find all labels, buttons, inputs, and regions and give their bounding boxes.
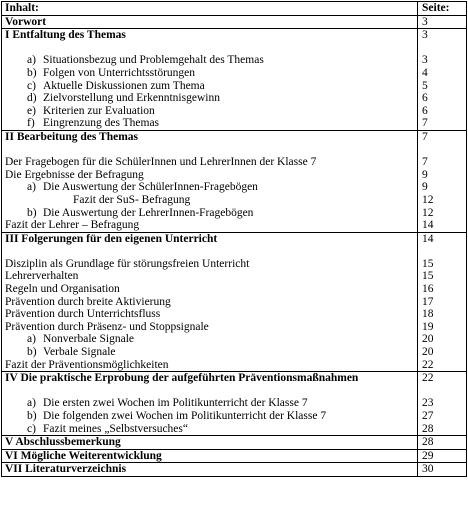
entry-label: c) <box>27 422 36 435</box>
section-content-cell <box>2 450 418 463</box>
entry-text: Zielvorstellung und Erkenntnisgewinn <box>43 92 220 105</box>
entry-text: Kriterien zur Evaluation <box>43 104 155 117</box>
entry-page: 18 <box>422 308 434 321</box>
section-content-cell <box>2 233 418 372</box>
section-content-cell <box>2 463 418 476</box>
section-page: 7 <box>422 130 428 143</box>
toc-section <box>1 463 467 477</box>
toc-entry <box>5 92 417 105</box>
toc-entry <box>5 397 417 410</box>
toc-section <box>1 131 467 233</box>
entry-page: 6 <box>422 92 428 105</box>
toc-entry <box>5 423 417 436</box>
entry-text: Die ersten zwei Wochen im Politikunterricht der Klasse 7 <box>43 397 308 410</box>
entry-page: 3 <box>422 54 428 67</box>
entry-label: a) <box>27 54 36 67</box>
section-content-cell <box>2 29 418 130</box>
section-page: 3 <box>422 29 428 42</box>
toc-section <box>1 436 467 450</box>
section-title: I Entfaltung des Themas <box>5 29 126 42</box>
entry-page: 15 <box>422 257 434 270</box>
section-content-cell <box>2 16 418 29</box>
toc-entry <box>5 105 417 118</box>
entry-text: Die Ergebnisse der Befragung <box>5 168 144 181</box>
entry-label: d) <box>27 92 37 105</box>
entry-label: e) <box>27 104 36 117</box>
entry-text: Eingrenzung des Themas <box>43 117 160 130</box>
entry-label: a) <box>27 181 36 194</box>
entry-text: Verbale Signale <box>43 346 116 359</box>
entry-text: Fazit meines „Selbstversuches“ <box>43 422 188 435</box>
section-title: III Folgerungen für den eigenen Unterricht <box>5 232 218 245</box>
section-page: 28 <box>422 436 434 449</box>
entry-page: 9 <box>422 168 428 181</box>
toc-sections <box>1 16 467 477</box>
section-page-cell <box>418 450 466 463</box>
entry-text: Prävention durch Unterrichtsfluss <box>5 308 161 321</box>
section-page: 14 <box>422 232 434 245</box>
entry-text: Disziplin als Grundlage für störungsfreien Unterricht <box>5 257 250 270</box>
entry-page: 14 <box>422 219 434 232</box>
entry-page: 12 <box>422 206 434 219</box>
toc-section <box>1 450 467 464</box>
toc-section <box>1 29 467 131</box>
toc-entry <box>5 308 417 321</box>
section-page-cell <box>418 436 466 449</box>
toc-entry <box>5 258 417 271</box>
entry-text: Die Auswertung der SchülerInnen-Fragebögen <box>43 181 258 194</box>
entry-text: Prävention durch breite Aktivierung <box>5 295 171 308</box>
section-content-cell <box>2 372 418 435</box>
toc-entry <box>5 321 417 334</box>
table-of-contents <box>1 1 467 477</box>
entry-text: Der Fragebogen für die SchülerInnen und LehrerInnen der Klasse 7 <box>5 156 317 169</box>
toc-entry <box>5 207 417 220</box>
section-title: Vorwort <box>5 15 47 28</box>
toc-entry <box>5 410 417 423</box>
entry-text: Fazit der SuS- Befragung <box>73 193 191 206</box>
entry-text: Nonverbale Signale <box>43 333 135 346</box>
toc-entry <box>5 80 417 93</box>
entry-label: b) <box>27 206 37 219</box>
entry-label: b) <box>27 346 37 359</box>
toc-entry <box>5 194 417 207</box>
toc-entry <box>5 54 417 67</box>
entry-page: 15 <box>422 270 434 283</box>
entry-page: 12 <box>422 193 434 206</box>
toc-entry <box>5 67 417 80</box>
toc-entry <box>5 181 417 194</box>
entry-text: Aktuelle Diskussionen zum Thema <box>43 79 205 92</box>
section-page-cell <box>418 463 466 476</box>
entry-label: c) <box>27 79 36 92</box>
section-page: 29 <box>422 449 434 462</box>
entry-text: Lehrerverhalten <box>5 270 79 283</box>
section-page-cell <box>418 29 466 130</box>
toc-entry <box>5 169 417 182</box>
page-column-header: Seite: <box>422 2 450 14</box>
entry-text: Prävention durch Präsenz- und Stoppsignale <box>5 320 209 333</box>
entry-page: 9 <box>422 181 428 194</box>
entry-page: 7 <box>422 156 428 169</box>
entry-label: a) <box>27 397 36 410</box>
entry-page: 6 <box>422 104 428 117</box>
entry-page: 20 <box>422 333 434 346</box>
section-title: VI Mögliche Weiterentwicklung <box>5 449 162 462</box>
toc-entry <box>5 270 417 283</box>
entry-label: b) <box>27 66 37 79</box>
entry-text: Die Auswertung der LehrerInnen-Fragebögen <box>43 206 254 219</box>
toc-section <box>1 233 467 373</box>
entry-label: a) <box>27 333 36 346</box>
toc-entry <box>5 333 417 346</box>
section-content-cell <box>2 131 418 232</box>
section-page: 30 <box>422 463 434 476</box>
section-title: V Abschlussbemerkung <box>5 436 121 449</box>
toc-entry <box>5 296 417 309</box>
section-content-cell <box>2 436 418 449</box>
entry-page: 16 <box>422 283 434 296</box>
entry-page: 23 <box>422 397 434 410</box>
section-page-cell <box>418 233 466 372</box>
toc-section <box>1 372 467 436</box>
entry-text: Situationsbezug und Problemgehalt des Themas <box>43 54 264 67</box>
section-title: VII Literaturverzeichnis <box>5 463 127 476</box>
section-page: 3 <box>422 15 428 28</box>
toc-section <box>1 16 467 30</box>
entry-page: 5 <box>422 79 428 92</box>
entry-page: 7 <box>422 117 428 130</box>
section-page-cell <box>418 16 466 29</box>
section-page-cell <box>418 131 466 232</box>
entry-text: Fazit der Lehrer – Befragung <box>5 219 140 232</box>
toc-entry <box>5 346 417 359</box>
toc-entry <box>5 359 417 372</box>
entry-page: 4 <box>422 66 428 79</box>
toc-header-row <box>1 1 467 16</box>
content-column-header: Inhalt: <box>2 2 418 15</box>
entry-page: 19 <box>422 320 434 333</box>
section-page-cell <box>418 372 466 435</box>
section-page: 22 <box>422 372 434 385</box>
entry-page: 28 <box>422 422 434 435</box>
entry-page: 27 <box>422 410 434 422</box>
section-title: II Bearbeitung des Themas <box>5 130 139 143</box>
entry-page: 22 <box>422 358 434 371</box>
section-title: IV Die praktische Erprobung der aufgeführten Präventionsmaßnahmen <box>5 372 359 385</box>
entry-text: Die folgenden zwei Wochen im Politikunterricht der Klasse 7 <box>43 410 327 422</box>
entry-page: 17 <box>422 295 434 308</box>
entry-text: Fazit der Präventionsmöglichkeiten <box>5 358 169 371</box>
entry-page: 20 <box>422 346 434 359</box>
toc-entry <box>5 156 417 169</box>
toc-entry <box>5 219 417 232</box>
toc-entry <box>5 117 417 130</box>
entry-text: Regeln und Organisation <box>5 283 120 296</box>
entry-text: Folgen von Unterrichtsstörungen <box>43 66 196 79</box>
toc-entry <box>5 283 417 296</box>
entry-label: f) <box>27 117 35 130</box>
entry-label: b) <box>27 410 37 422</box>
